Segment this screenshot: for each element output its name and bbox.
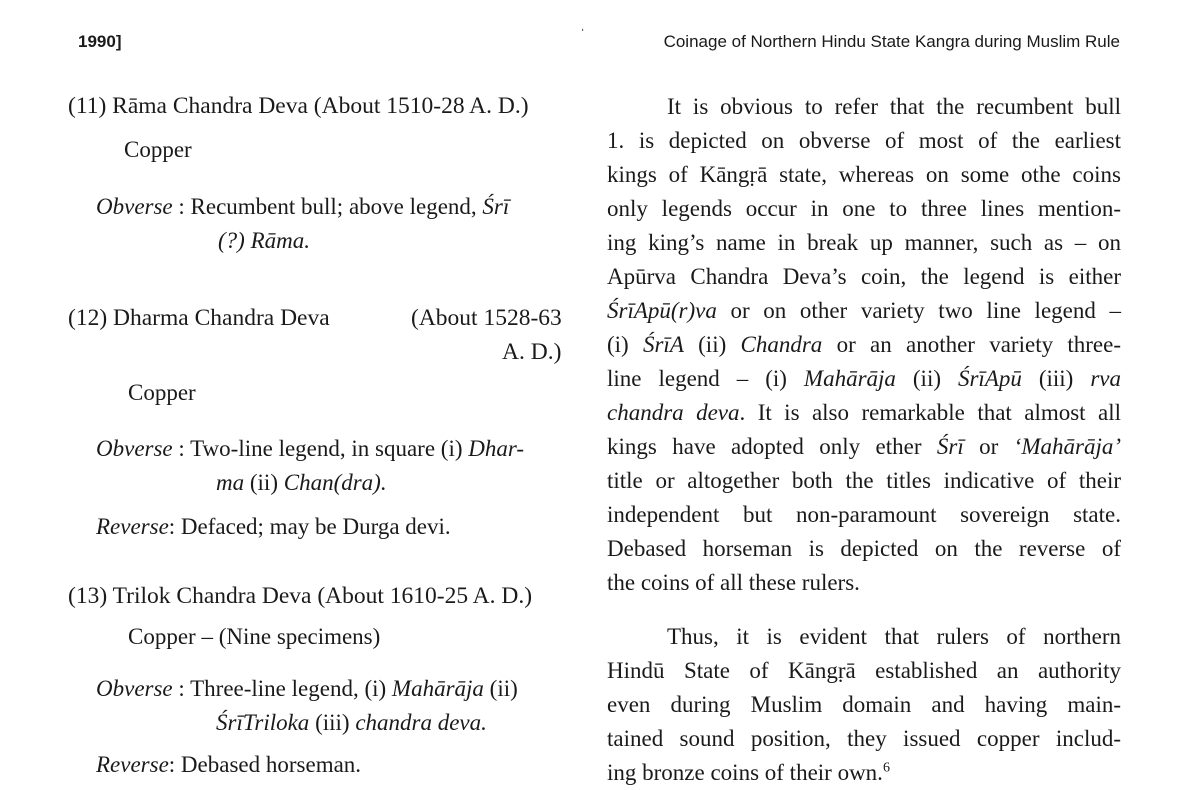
paragraph-1-line: the coins of all these rulers.	[607, 570, 860, 595]
text-span: or on other variety two line legend –	[716, 298, 1121, 323]
reverse-label: Reverse	[96, 514, 169, 539]
entry-12-date: (About 1528-63	[411, 305, 562, 331]
text-span: ‘Mahārāja’	[1013, 434, 1121, 459]
obverse-label: Obverse	[96, 194, 173, 219]
paragraph-1-line	[607, 124, 1121, 158]
text-span: tained sound position, they issued copper includ-	[607, 726, 1121, 751]
obverse-legend-part: chandra deva.	[355, 710, 487, 735]
paragraph-1-line	[607, 362, 1121, 396]
entry-13-obverse	[96, 672, 518, 706]
obverse-legend-part: ma	[216, 470, 245, 495]
entry-12-reverse	[96, 510, 451, 544]
entry-12-date-cont: A. D.)	[502, 339, 562, 365]
text-span: kings have adopted only ether	[607, 434, 937, 459]
text-span: . It is also remarkable that almost all	[739, 400, 1121, 425]
page-label: 1990]	[78, 32, 122, 51]
text-span: Thus, it is evident that rulers of northern	[667, 624, 1121, 649]
obverse-text: : Recumbent bull; above legend,	[178, 194, 477, 219]
entry-13-metal: Copper – (Nine specimens)	[128, 624, 381, 649]
entry-11-title: (11) Rāma Chandra Deva (About 1510-28 A. D.)	[68, 93, 529, 119]
text-span: rva	[1090, 366, 1121, 391]
paragraph-2-line	[607, 654, 1121, 688]
text-span: 1. is depicted on obverse of most of the earliest	[607, 128, 1121, 153]
text-span: (ii)	[895, 366, 958, 391]
paragraph-1-line	[607, 464, 1121, 498]
entry-12-obverse-cont	[216, 466, 387, 500]
paragraph-1-line	[607, 294, 1121, 328]
text-span: (iii)	[1021, 366, 1091, 391]
paragraph-1-line	[607, 260, 1121, 294]
obverse-legend-part: ŚrīTriloka	[216, 710, 310, 735]
obverse-legend: Śrī	[482, 194, 510, 219]
paragraph-1-line	[607, 328, 1121, 362]
obverse-legend: Dhar-	[468, 436, 525, 461]
obverse-legend-part: Chan(dra).	[283, 470, 387, 495]
entry-12-title: (12) Dharma Chandra Deva	[68, 305, 330, 331]
obverse-label: Obverse	[96, 436, 173, 461]
entry-12-metal: Copper	[128, 380, 196, 405]
text-span: chandra deva	[607, 400, 740, 425]
text-span: only legends occur in one to three lines mention-	[607, 196, 1121, 221]
running-header	[78, 26, 1120, 60]
text-span: line legend – (i)	[607, 366, 804, 391]
paragraph-2-line	[667, 620, 1121, 654]
text-span: ing king’s name in break up manner, such as – on	[607, 230, 1121, 255]
entry-11-obverse-cont: (?) Rāma.	[218, 228, 310, 253]
text-span: kings of Kāngṛā state, whereas on some othe coins	[607, 162, 1121, 187]
text-span: independent but non-paramount sovereign state.	[607, 502, 1121, 527]
text-span: ŚrīApū(r)va	[607, 298, 717, 323]
paragraph-1-line	[607, 192, 1121, 226]
text-span: Chandra	[740, 332, 823, 357]
obverse-text: : Three-line legend, (i)	[178, 676, 387, 701]
text-span: Śrī	[936, 434, 964, 459]
paragraph-2-line	[607, 688, 1121, 722]
reverse-text: : Defaced; may be Durga devi.	[168, 514, 451, 539]
entry-11-obverse	[96, 190, 509, 224]
paragraph-2-line	[607, 756, 890, 790]
paragraph-1-line	[607, 430, 1121, 464]
obverse-legend-index: (ii)	[249, 470, 278, 495]
text-span: ŚrīA	[642, 332, 684, 357]
reverse-text: : Debased horseman.	[168, 752, 362, 777]
text-span: (ii)	[683, 332, 741, 357]
text-span: or an another variety three-	[822, 332, 1121, 357]
text-span: ŚrīApū	[957, 366, 1022, 391]
header-mark: ˈ	[580, 26, 585, 42]
obverse-legend: Mahārāja	[391, 676, 484, 701]
entry-12-obverse	[96, 432, 524, 466]
paragraph-1-line	[607, 532, 1121, 566]
paragraph-1-line	[667, 90, 1121, 124]
text-span: Apūrva Chandra Deva’s coin, the legend is either	[607, 264, 1121, 289]
paragraph-1-line	[607, 396, 1121, 430]
text-span: or	[963, 434, 1014, 459]
paragraph-1-line	[607, 498, 1121, 532]
reverse-label: Reverse	[96, 752, 169, 777]
text-span: (i)	[607, 332, 643, 357]
obverse-legend-index: (iii)	[315, 710, 350, 735]
obverse-legend-index: (ii)	[489, 676, 518, 701]
entry-13-reverse	[96, 748, 361, 782]
text-span: title or altogether both the titles indicative of their	[607, 468, 1121, 493]
text-span: even during Muslim domain and having main-	[607, 692, 1121, 717]
text-span: Hindū State of Kāngṛā established an authority	[607, 658, 1121, 683]
obverse-text: : Two-line legend, in square (i)	[178, 436, 463, 461]
entry-13-title: (13) Trilok Chandra Deva (About 1610-25 A. D.)	[68, 583, 533, 609]
text-span: Debased horseman is depicted on the reverse of	[607, 536, 1121, 561]
paragraph-1-line	[607, 158, 1121, 192]
text-span: ing bronze coins of their own.	[607, 760, 883, 785]
entry-13-obverse-cont	[216, 706, 487, 740]
obverse-label: Obverse	[96, 676, 173, 701]
paragraph-2-line	[607, 722, 1121, 756]
footnote-marker: 6	[882, 760, 890, 776]
paragraph-1-line	[607, 226, 1121, 260]
text-span: It is obvious to refer that the recumbent bull	[667, 94, 1121, 119]
entry-11-metal: Copper	[124, 137, 192, 162]
running-title: Coinage of Northern Hindu State Kangra during Muslim Rule	[663, 32, 1120, 51]
text-span: Mahārāja	[803, 366, 896, 391]
